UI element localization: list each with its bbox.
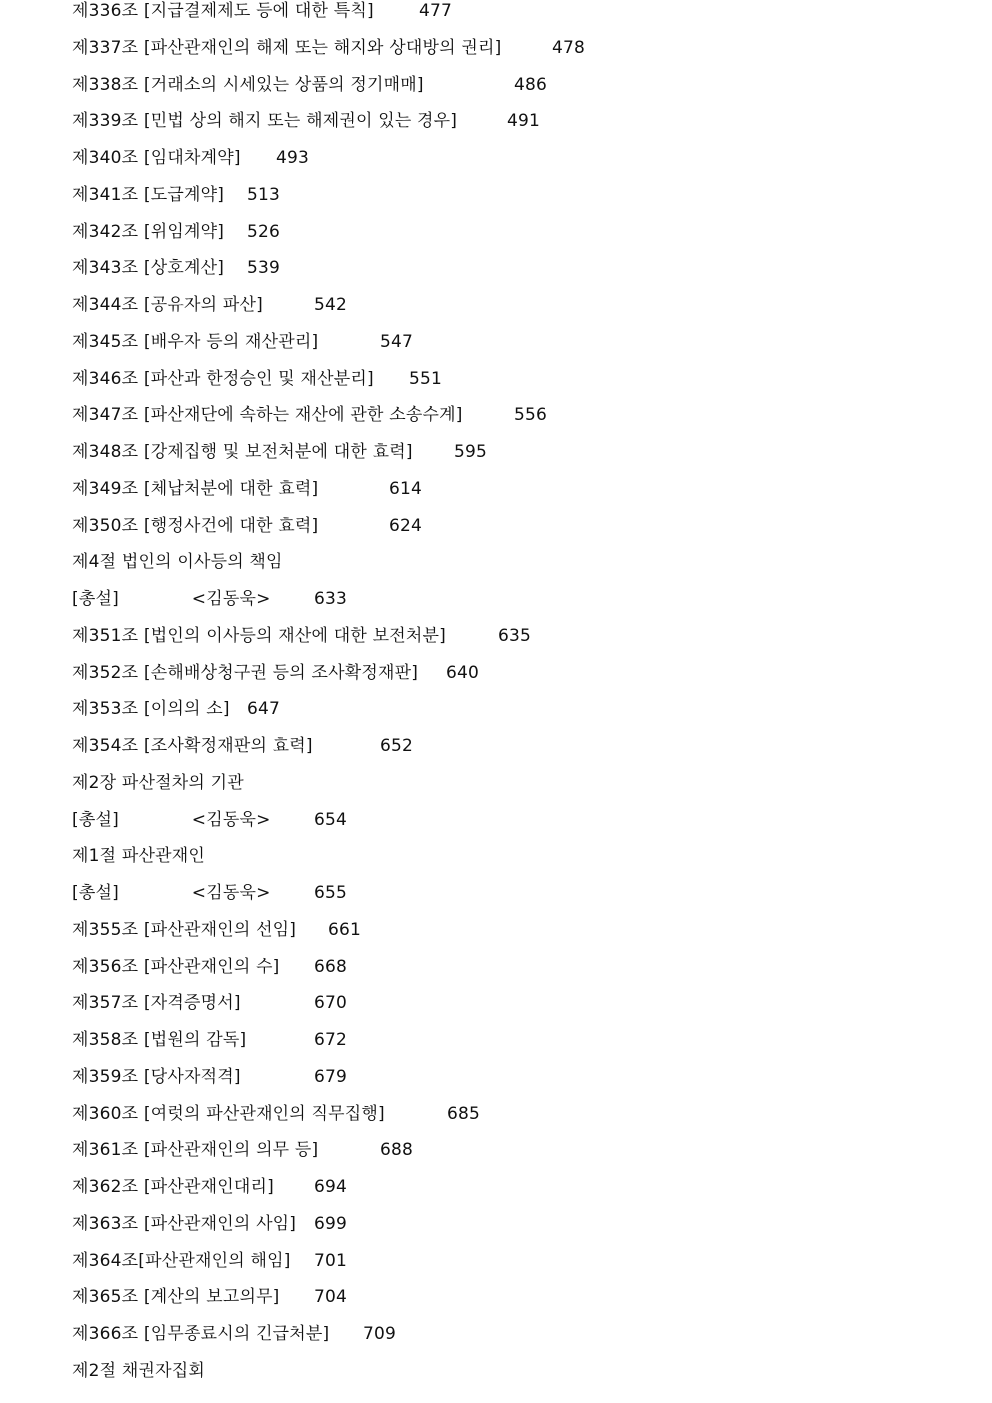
- toc-entry-title: 제344조 [공유자의 파산]: [72, 295, 263, 315]
- toc-entry-page: 661: [328, 919, 362, 940]
- toc-entry: [72, 478, 972, 515]
- toc-entry-title: 제347조 [파산재단에 속하는 재산에 관한 소송수계]: [72, 405, 463, 426]
- toc-entry-page: 672: [314, 1030, 348, 1050]
- toc-entry: [72, 331, 972, 368]
- toc-entry-title: 제338조 [거래소의 시세있는 상품의 정기매매]: [72, 74, 424, 95]
- toc-entry: [72, 809, 972, 846]
- toc-entry: [72, 1250, 972, 1287]
- toc-entry: [72, 184, 972, 221]
- toc-entry-page: 556: [514, 405, 548, 426]
- toc-entry-page: 513: [247, 184, 281, 205]
- toc-entry: [72, 1286, 972, 1323]
- toc-entry-page: 654: [314, 809, 348, 830]
- toc-entry-title: 제348조 [강제집행 및 보전처분에 대한 효력]: [72, 442, 413, 462]
- toc-entry-page: 624: [389, 515, 423, 536]
- toc-entry-page: 614: [389, 478, 423, 499]
- toc-entry-page: 539: [247, 258, 281, 279]
- toc-entry-title: 제346조 [파산과 한정승인 및 재산분리]: [72, 368, 374, 389]
- toc-entry: [72, 1066, 972, 1103]
- toc-entry-page: 694: [314, 1177, 348, 1197]
- toc-entry-page: 491: [507, 111, 541, 132]
- toc-entry-title: 제357조 [자격증명서]: [72, 993, 241, 1014]
- toc-entry-page: 679: [314, 1066, 348, 1087]
- toc-entry-page: 688: [380, 1140, 414, 1161]
- toc-section-title: 제4절 법인의 이사등의 책임: [72, 552, 283, 573]
- toc-entry: [72, 221, 972, 258]
- toc-entry: [72, 919, 972, 956]
- toc-entry-title: 제366조 [임무종료시의 긴급처분]: [72, 1324, 330, 1344]
- toc-entry: [72, 404, 972, 441]
- toc-entry-page: 595: [454, 442, 488, 462]
- toc-entry-page: 542: [314, 295, 348, 315]
- toc-entry: [72, 1323, 972, 1360]
- toc-entry: [72, 515, 972, 552]
- toc-entry-page: 526: [247, 221, 281, 242]
- toc-entry: [72, 956, 972, 993]
- toc-entry: [72, 662, 972, 699]
- toc-section-title: 제2장 파산절차의 기관: [72, 772, 244, 793]
- toc-entry-title: 제342조 [위임계약]: [72, 221, 225, 242]
- toc-section-heading: [72, 1360, 972, 1397]
- toc-entry-title: 제359조 [당사자적격]: [72, 1066, 241, 1087]
- toc-entry-page: 493: [276, 148, 310, 168]
- toc-entry: [72, 147, 972, 184]
- toc-entry: [72, 110, 972, 147]
- toc-entry-page: 652: [380, 736, 414, 756]
- toc-entry-title: [총설] <김동욱>: [72, 883, 271, 903]
- toc-section-heading: [72, 551, 972, 588]
- toc-entry-title: 제343조 [상호계산]: [72, 258, 225, 279]
- toc-entry: [72, 735, 972, 772]
- toc-entry-title: 제354조 [조사확정재판의 효력]: [72, 736, 313, 756]
- toc-entry-title: 제337조 [파산관재인의 해제 또는 해지와 상대방의 권리]: [72, 37, 502, 58]
- toc-entry-page: 668: [314, 956, 348, 977]
- toc-entry-title: 제352조 [손해배상청구권 등의 조사확정재판]: [72, 662, 419, 683]
- toc-entry-page: 670: [314, 993, 348, 1014]
- toc-entry-page: 547: [380, 331, 414, 352]
- toc-entry-page: 635: [498, 625, 532, 646]
- toc-entry-title: 제356조 [파산관재인의 수]: [72, 956, 280, 977]
- toc-entry-title: 제355조 [파산관재인의 선임]: [72, 919, 297, 940]
- toc-entry: [72, 1103, 972, 1140]
- toc-entry-title: 제345조 [배우자 등의 재산관리]: [72, 331, 319, 352]
- toc-entry-title: 제358조 [법원의 감독]: [72, 1030, 247, 1050]
- toc-entry: [72, 1213, 972, 1250]
- toc-entry-title: 제364조[파산관재인의 해임]: [72, 1250, 291, 1271]
- toc-entry: [72, 441, 972, 478]
- toc-section-heading: [72, 772, 972, 809]
- toc-entry-page: 699: [314, 1213, 348, 1234]
- toc-entry-page: 647: [247, 699, 281, 720]
- toc-entry-page: 640: [446, 662, 480, 683]
- toc-entry-page: 704: [314, 1287, 348, 1308]
- toc-entry: [72, 625, 972, 662]
- toc-entry: [72, 0, 972, 37]
- toc-entry: [72, 588, 972, 625]
- toc-entry: [72, 882, 972, 919]
- toc-entry-page: 477: [419, 1, 453, 21]
- toc-entry-title: 제340조 [임대차계약]: [72, 148, 241, 168]
- toc-entry: [72, 1139, 972, 1176]
- toc-entry-page: 551: [409, 368, 443, 389]
- toc-entry-title: 제362조 [파산관재인대리]: [72, 1177, 274, 1197]
- toc-entry-title: 제336조 [지급결제제도 등에 대한 특칙]: [72, 1, 374, 21]
- toc-entry-title: 제360조 [여럿의 파산관재인의 직무집행]: [72, 1103, 385, 1124]
- toc-entry-page: 633: [314, 589, 348, 609]
- toc-entry-title: 제351조 [법인의 이사등의 재산에 대한 보전처분]: [72, 625, 446, 646]
- toc-entry-title: 제361조 [파산관재인의 의무 등]: [72, 1140, 319, 1161]
- toc-entry-title: 제349조 [체납처분에 대한 효력]: [72, 478, 319, 499]
- toc-entry-page: 685: [447, 1103, 481, 1124]
- toc-entry: [72, 294, 972, 331]
- toc-entry: [72, 698, 972, 735]
- toc-section-heading: [72, 845, 972, 882]
- toc-entry-page: 486: [514, 74, 548, 95]
- toc-entry: [72, 1176, 972, 1213]
- toc-entry-page: 478: [552, 37, 586, 58]
- toc-entry-title: 제339조 [민법 상의 해지 또는 해제권이 있는 경우]: [72, 111, 458, 132]
- table-of-contents: [72, 0, 972, 1397]
- toc-entry-page: 701: [314, 1250, 348, 1271]
- toc-entry-page: 709: [363, 1324, 397, 1344]
- toc-entry: [72, 1029, 972, 1066]
- toc-entry-title: 제365조 [계산의 보고의무]: [72, 1287, 280, 1308]
- toc-entry: [72, 992, 972, 1029]
- toc-section-title: 제1절 파산관재인: [72, 846, 205, 867]
- toc-entry: [72, 257, 972, 294]
- toc-entry-page: 655: [314, 883, 348, 903]
- toc-entry: [72, 74, 972, 111]
- toc-entry-title: 제353조 [이의의 소]: [72, 699, 230, 720]
- toc-entry-title: [총설] <김동욱>: [72, 589, 271, 609]
- toc-entry: [72, 37, 972, 74]
- toc-section-title: 제2절 채권자집회: [72, 1360, 205, 1381]
- toc-entry-title: 제341조 [도급계약]: [72, 184, 225, 205]
- toc-entry: [72, 368, 972, 405]
- toc-entry-title: 제363조 [파산관재인의 사임]: [72, 1213, 297, 1234]
- toc-entry-title: 제350조 [행정사건에 대한 효력]: [72, 515, 319, 536]
- toc-entry-title: [총설] <김동욱>: [72, 809, 271, 830]
